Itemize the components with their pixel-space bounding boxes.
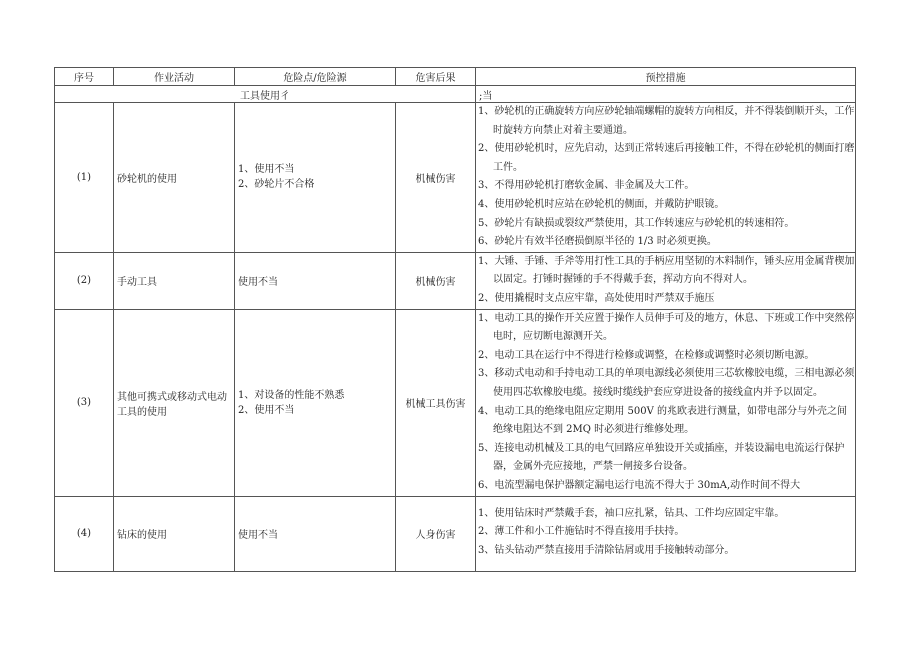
measure-item: 5、砂轮片有缺损或裂纹严禁使用，其工作转速应与砂轮机的转速相符。 [478,217,795,229]
risk-control-table [54,67,856,572]
activity-cell: 手动工具 [114,252,235,309]
measure-item: 5、连接电动机械及工具的电气回路应单独设开关或插座，并装设漏电电流运行保护器，金属外壳应接地，严禁一闸接多台设备。 [478,442,845,473]
measure-item: 1、电动工具的操作开关应置于操作人员伸手可及的地方，休息、下班或工作中突然停电时，应切断电源测开关。 [478,312,855,343]
row-number: (1) [55,103,114,253]
measures-cell [476,252,856,309]
measure-item: 1、使用钻床时严禁戴手套，袖口应扎紧，钻具、工件均应固定牢靠。 [478,507,785,519]
measure-item: 2、使用砂轮机时，应先启动，达到正常转速后再接触工件，不得在砂轮机的侧面打磨工件。 [478,143,855,173]
consequence-cell: 人身伤害 [396,496,476,571]
measure-item: 3、移动式电动和手持电动工具的单项电源线必须使用三芯软橡胶电缆，三相电源必须使用四芯软橡胶电缆。接线时缆线护套应穿进设备的接线盒内并予以固定。 [478,368,855,398]
measure-item: 2、使用撬棍时支点应牢靠，高处使用时严禁双手施压 [478,292,715,304]
consequence-cell: 机械伤害 [396,252,476,309]
measure-item: 2、薄工件和小工件施钻时不得直接用手扶持。 [478,526,685,538]
row-number: (2) [55,252,114,309]
consequence-cell: 机械工具伤害 [396,309,476,496]
measure-item: 1、大锤、手锤、手斧等用打性工具的手柄应用坚韧的木料制作，锤头应用金属背楔加以固定。打锤时握锤的手不得戴手套，挥动方向不得对人。 [478,255,855,286]
table-header-row [55,68,856,86]
group-title-tail: ;当 [476,86,856,103]
hazard-cell [235,309,396,496]
measures-cell [476,103,856,253]
col-header-consequence: 危害后果 [396,68,476,86]
activity-cell: 钻床的使用 [114,496,235,571]
table-row [55,252,856,309]
measure-item: 4、使用砂轮机时应站在砂轮机的侧面，并戴防护眼镜。 [478,198,725,210]
hazard-item: 1、使用不当 [238,164,295,176]
measure-item: 6、砂轮片有效半径磨损倒原半径的 1/3 时必须更换。 [478,236,717,248]
measure-item: 3、不得用砂轮机打磨软金属、非金属及大工件。 [478,180,695,192]
measure-item: 6、电流型漏电保护器额定漏电运行电流不得大于 30mA,动作时间不得大 [478,479,801,491]
table-row [55,496,856,571]
measure-item: 2、电动工具在运行中不得进行检修或调整，在检修或调整时必须切断电源。 [478,349,815,361]
measures-cell [476,309,856,496]
hazard-item: 2、砂轮片不合格 [238,179,315,191]
col-header-measures: 预控措施 [476,68,856,86]
hazard-item: 1、对设备的性能不熟悉 [238,389,345,401]
col-header-number: 序号 [55,68,114,86]
group-row [55,86,856,103]
measure-item: 4、电动工具的绝缘电阻应定期用 500V 的兆欧表进行测量，如带电部分与外壳之间绝缘电阻达不到 2MQ 时必须进行维修处理。 [478,405,848,436]
measure-item: 1、砂轮机的正确旋转方向应砂轮轴端螺帽的旋转方向相反，并不得装倒顺开头，工作时旋转方向禁止对着主要通道。 [478,106,855,136]
hazard-cell: 使用不当 [235,496,396,571]
hazard-cell: 使用不当 [235,252,396,309]
measures-cell [476,496,856,571]
hazard-item: 2、使用不当 [238,404,295,416]
col-header-hazard: 危险点/危险源 [235,68,396,86]
consequence-cell: 机械伤害 [396,103,476,253]
table-row [55,103,856,253]
table-row [55,309,856,496]
activity-cell: 其他可携式或移动式电动工具的使用 [114,309,235,496]
activity-cell: 砂轮机的使用 [114,103,235,253]
group-title: 工具使用彳 [55,86,476,103]
measure-item: 3、钻头钻动严禁直接用手清除钻屑或用手接触转动部分。 [478,544,735,556]
row-number: (4) [55,496,114,571]
col-header-activity: 作业活动 [114,68,235,86]
row-number: (3) [55,309,114,496]
hazard-cell [235,103,396,253]
